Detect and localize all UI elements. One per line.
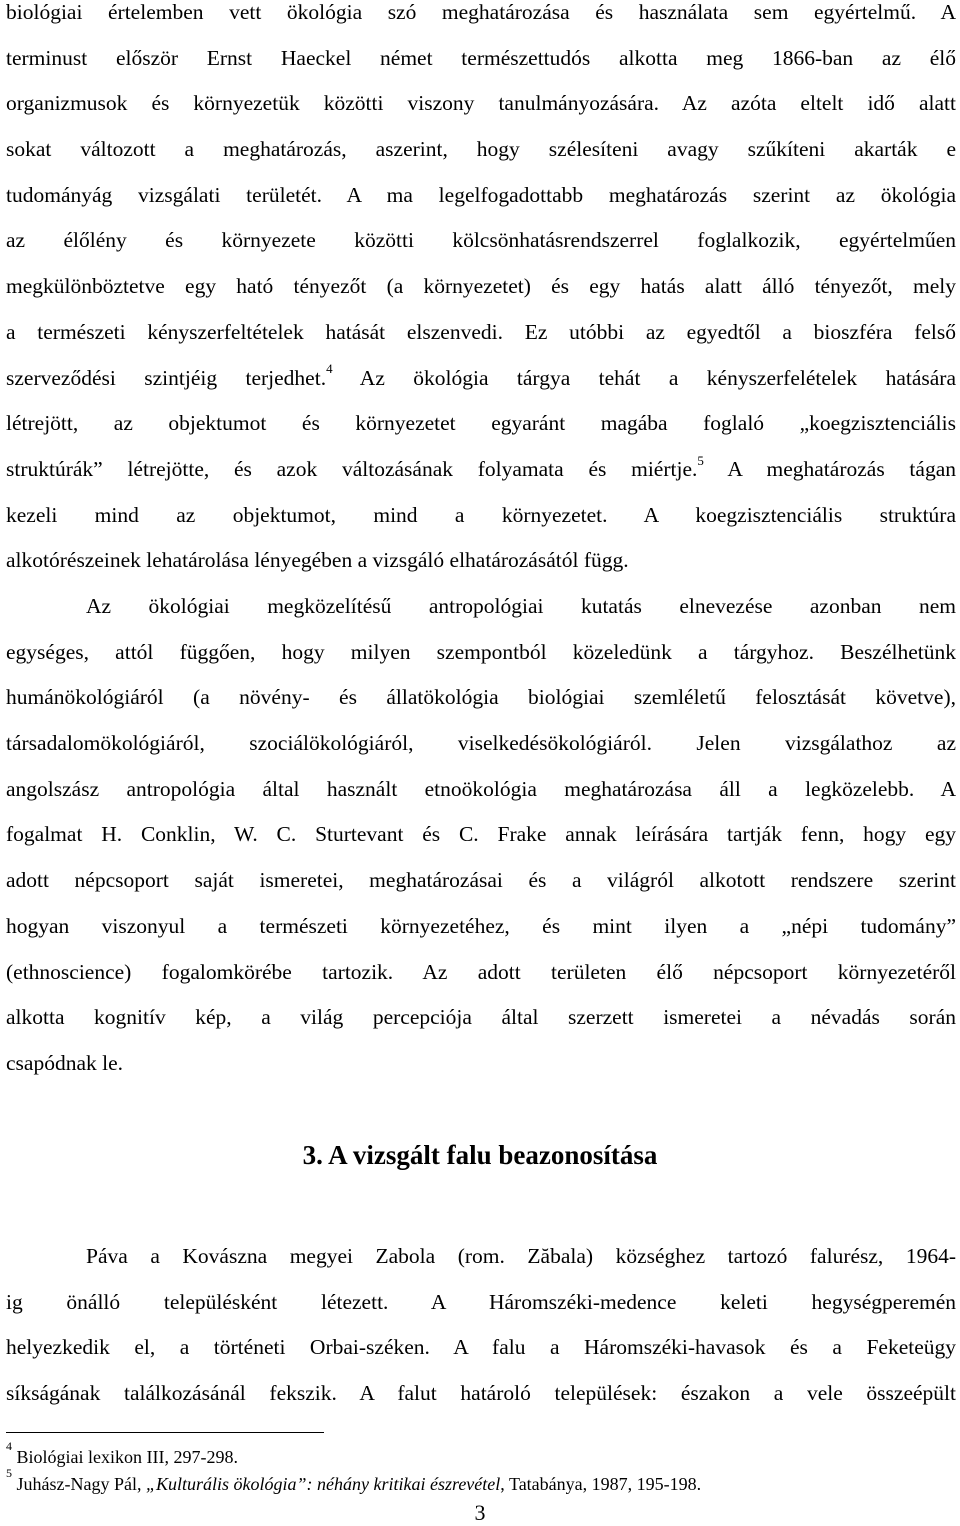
footnote-text: Juhász-Nagy Pál, bbox=[12, 1474, 146, 1494]
paragraph-ecology-definition bbox=[6, 0, 956, 584]
text-line: humánökológiáról (a növény- és állatökológia biológiai szemléletű felosztását követve), bbox=[6, 685, 956, 710]
text-line: csapódnak le. bbox=[6, 1050, 124, 1075]
page-number: 3 bbox=[474, 1500, 486, 1525]
text-fragment: Az ökológia tárgya tehát a kényszerfelételek hatására bbox=[332, 365, 956, 390]
footnote-5 bbox=[6, 1466, 702, 1495]
footnote-ref-5: 5 bbox=[697, 452, 704, 468]
text-line: organizmusok és környezetük közötti viszony tanulmányozására. Az azóta eltelt idő alatt bbox=[6, 91, 956, 116]
text-line: (ethnoscience) fogalomkörébe tartozik. Az adott területen élő népcsoport környezetéről bbox=[6, 959, 956, 984]
text-fragment: szerveződési szintjéig terjedhet. bbox=[6, 365, 327, 390]
text-line: fogalmat H. Conklin, W. C. Sturtevant és C. Frake annak leírására tartják fenn, hogy egy bbox=[6, 822, 956, 847]
text-line: a természeti kényszerfeltételek hatását elszenvedi. Ez utóbbi az egyedtől a bioszféra felső bbox=[6, 319, 956, 344]
text-line: társadalomökológiáról, szociálökológiáról, viselkedésökológiáról. Jelen vizsgálathoz az bbox=[6, 731, 956, 756]
text-line: adott népcsoport saját ismeretei, meghatározásai és a világról alkotott rendszere szerint bbox=[6, 868, 956, 893]
text-line: hogyan viszonyul a természeti környezetéhez, és mint ilyen a „népi tudomány” bbox=[6, 913, 956, 938]
text-line bbox=[6, 356, 956, 402]
text-line: az élőlény és környezete közötti kölcsönhatásrendszerrel foglalkozik, egyértelműen bbox=[6, 228, 956, 253]
text-line: terminust először Ernst Haeckel német természettudós alkotta meg 1866-ban az élő bbox=[6, 45, 956, 70]
text-line: létrejött, az objektumot és környezetet egyaránt magába foglaló „koegzisztenciális bbox=[6, 411, 956, 436]
footnote-4 bbox=[6, 1439, 238, 1468]
paragraph-ecological-anthropology bbox=[6, 584, 956, 1087]
footnote-title: „Kulturális ökológia”: néhány kritikai észrevétel bbox=[145, 1474, 501, 1494]
footnote-separator bbox=[6, 1432, 324, 1433]
text-fragment: struktúrák” létrejötte, és azok változásának folyamata és miértje. bbox=[6, 456, 698, 481]
text-fragment: A meghatározás tágan bbox=[703, 456, 956, 481]
footnote-ref-4: 4 bbox=[326, 361, 333, 377]
text-line: egységes, attól függően, hogy milyen szempontból közeledünk a tárgyhoz. Beszélhetünk bbox=[6, 639, 956, 664]
paragraph-village-identification bbox=[6, 1234, 956, 1417]
footnote-text: Biológiai lexikon III, 297-298. bbox=[12, 1447, 238, 1467]
text-line: kezeli mind az objektumot, mind a környezetet. A koegzisztenciális struktúra bbox=[6, 502, 956, 527]
text-line: síkságának találkozásánál fekszik. A falut határoló települések: északon a vele összeépült bbox=[6, 1381, 956, 1406]
text-line: alkotórészeinek lehatárolása lényegében a vizsgáló elhatározásától függ. bbox=[6, 548, 629, 573]
text-line: biológiai értelemben vett ökológia szó meghatározása és használata sem egyértelmű. A bbox=[6, 0, 956, 24]
text-line: ig önálló településként létezett. A Háromszéki-medence keleti hegységperemén bbox=[6, 1289, 956, 1314]
text-line: tudományág vizsgálati területét. A ma legelfogadottabb meghatározás szerint az ökológia bbox=[6, 182, 956, 207]
text-line: Páva a Kovászna megyei Zabola (rom. Zăbala) községhez tartozó falurész, 1964- bbox=[86, 1244, 956, 1268]
footnote-number: 5 bbox=[6, 1466, 12, 1480]
text-line: helyezkedik el, a történeti Orbai-széken. A falu a Háromszéki-havasok és a Feketeügy bbox=[6, 1335, 956, 1360]
footnote-number: 4 bbox=[6, 1439, 12, 1453]
text-line: angolszász antropológia által használt etnoökológia meghatározása áll a legközelebb. A bbox=[6, 776, 956, 801]
text-line: sokat változott a meghatározás, aszerint, hogy szélesíteni avagy szűkíteni akarták e bbox=[6, 137, 956, 162]
text-line: alkotta kognitív kép, a világ percepciója által szerzett ismeretei a névadás során bbox=[6, 1005, 956, 1030]
text-line: Az ökológiai megközelítésű antropológiai kutatás elnevezése azonban nem bbox=[86, 594, 956, 618]
section-heading: 3. A vizsgált falu beazonosítása bbox=[302, 1140, 658, 1170]
text-line bbox=[6, 447, 956, 493]
text-line: megkülönböztetve egy ható tényezőt (a környezetet) és egy hatás alatt álló tényezőt, mely bbox=[6, 274, 956, 299]
footnote-text: , Tatabánya, 1987, 195-198. bbox=[500, 1474, 702, 1494]
